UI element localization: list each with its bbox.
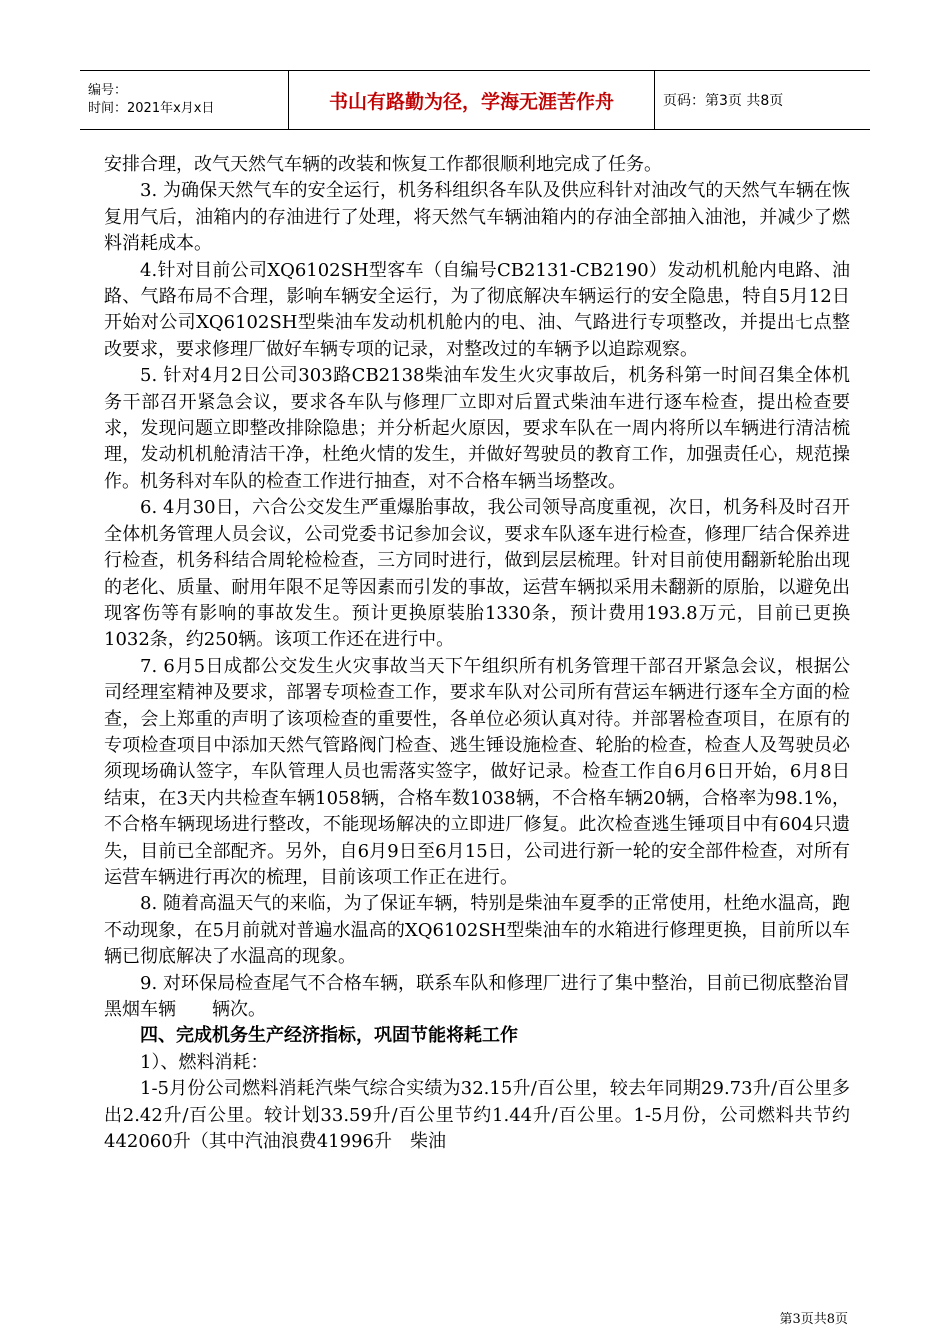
paragraph: 7. 6月5日成都公交发生火灾事故当天下午组织所有机务管理干部召开紧急会议，根据公司经理室精神及要求，部署专项检查工作，要求车队对公司所有营运车辆进行逐车全方面的检查，会上郑重的声明了该项检查的重要性，各单位必须认真对待。并部署检查项目，在原有的专项检查项目中添加天然气管路阀门检查、逃生锤设施检查、轮胎的检查，检查人及驾驶员必须现场确认签字，车队管理人员也需落实签字，做好记录。检查工作自6月6日开始，6月8日结束，在3天内共检查车辆1058辆，合格车数1038辆，不合格车辆20辆，合格率为98.1%，不合格车辆现场进行整改，不能现场解决的立即进厂修复。此次检查逃生锤项目中有604只遗失，目前已全部配齐。另外，自6月9日至6月15日，公司进行新一轮的安全部件检查，对所有运营车辆进行再次的梳理，目前该项工作正在进行。 [104,655,850,888]
document-date-label: 时间：2021年x月x日 [88,101,215,116]
header-motto [289,71,655,129]
motto-text: 书山有路勤为径，学海无涯苦作舟 [328,90,614,113]
document-number-label: 编号： [88,83,128,98]
paragraph: 1-5月份公司燃料消耗汽柴气综合实绩为32.15升/百公里，较去年同期29.73升/百公里多出2.42升/百公里。较计划33.59升/百公里节约1.44升/百公里。1-5月份，公司燃料共节约442060升（其中汽油浪费41996升 柴油 [104,1078,850,1153]
paragraph: 5. 针对4月2日公司303路CB2138柴油车发生火灾事故后，机务科第一时间召集全体机务干部召开紧急会议，要求各车队与修理厂立即对后置式柴油车进行逐车检查，提出检查要求，发现问题立即整改排除隐患；并分析起火原因，要求车队在一周内将所以车辆进行清洁梳理，发动机机舱清洁干净，杜绝火情的发生，并做好驾驶员的教育工作，加强责任心，规范操作。机务科对车队的检查工作进行抽查，对不合格车辆当场整改。 [104,365,850,492]
paragraph: 3. 为确保天然气车的安全运行，机务科组织各车队及供应科针对油改气的天然气车辆在恢复用气后，油箱内的存油进行了处理，将天然气车辆油箱内的存油全部抽入油池，并减少了燃料消耗成本。 [104,180,850,255]
document-body [104,152,850,1155]
header-page-number: 页码：第3页 共8页 [663,93,784,109]
section-heading: 四、完成机务生产经济指标，巩固节能将耗工作 [140,1025,518,1047]
subheading: 1）、燃料消耗： [140,1051,269,1073]
page-footer [0,1308,848,1327]
page-header [80,70,870,130]
paragraph: 安排合理，改气天然气车辆的改装和恢复工作都很顺利地完成了任务。 [104,154,662,175]
paragraph: 8. 随着高温天气的来临，为了保证车辆，特别是柴油车夏季的正常使用，杜绝水温高，跑不动现象，在5月前就对普遍水温高的XQ6102SH型柴油车的水箱进行修理更换，目前所以车辆已彻底解决了水温高的现象。 [104,893,850,968]
header-page-info [655,71,870,129]
paragraph: 6. 4月30日，六合公交发生严重爆胎事故，我公司领导高度重视，次日，机务科及时召开全体机务管理人员会议，公司党委书记参加会议，要求车队逐车进行检查，修理厂结合保养进行检查，机务科结合周轮检检查，三方同时进行，做到层层梳理。针对目前使用翻新轮胎出现的老化、质量、耐用年限不足等因素而引发的事故，运营车辆拟采用未翻新的原胎，以避免出现客伤等有影响的事故发生。预计更换原装胎1330条，预计费用193.8万元，目前已更换1032条，约250辆。该项工作还在进行中。 [104,497,850,651]
paragraph: 9. 对环保局检查尾气不合格车辆，联系车队和修理厂进行了集中整治，目前已彻底整治冒黑烟车辆 辆次。 [104,972,850,1020]
footer-page-number: 第3页共8页 [779,1312,848,1327]
paragraph: 4.针对目前公司XQ6102SH型客车（自编号CB2131-CB2190）发动机机舱内电路、油路、气路布局不合理，影响车辆安全运行，为了彻底解决车辆运行的安全隐患，特自5月12日开始对公司XQ6102SH型柴油车发动机机舱内的电、油、气路进行专项整改，并提出七点整改要求，要求修理厂做好车辆专项的记录，对整改过的车辆予以追踪观察。 [104,259,850,360]
header-meta [80,71,289,129]
